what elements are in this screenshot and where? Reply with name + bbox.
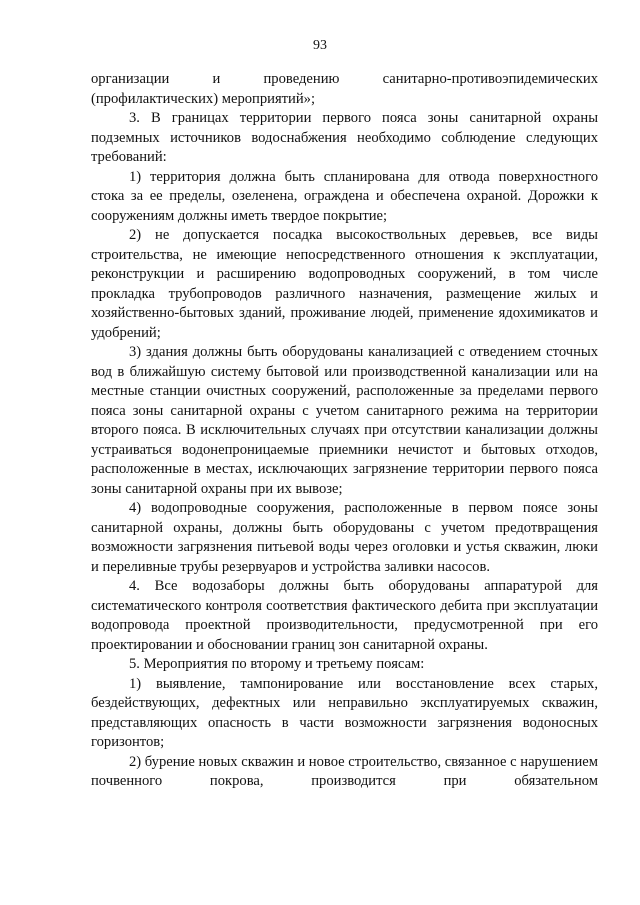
paragraph: 5. Мероприятия по второму и третьему поясам: — [129, 656, 425, 672]
paragraph: 4) водопроводные сооружения, расположенные в первом поясе зоны санитарной охраны, должны быть оборудованы с учетом предотвращения возможности загрязнения питьевой воды через оголовки и устья скважин, люки и переливные трубы резервуаров и устройства заливки насосов. — [91, 500, 598, 575]
paragraph: организации и проведению санитарно-противоэпидемических (профилактических) мероприятий»; — [91, 71, 598, 107]
body-text — [91, 70, 598, 792]
paragraph: 2) не допускается посадка высокоствольных деревьев, все виды строительства, не имеющие непосредственного отношения к эксплуатации, реконструкции и расширению водопроводных сооружений, в том числе прокладка трубопроводов различного назначения, размещение жилых и хозяйственно-бытовых зданий, проживание людей, применение ядохимикатов и удобрений; — [91, 227, 598, 341]
paragraph: 3) здания должны быть оборудованы канализацией с отведением сточных вод в ближайшую систему бытовой или производственной канализации или на местные станции очистных сооружений, расположенные за пределами первого пояса зоны санитарной охраны с учетом санитарного режима на территории второго пояса. В исключительных случаях при отсутствии канализации должны устраиваться водонепроницаемые приемники нечистот и бытовых отходов, расположенные в местах, исключающих загрязнение территории первого пояса зоны санитарной охраны при их вывозе; — [91, 344, 598, 497]
paragraph: 3. В границах территории первого пояса зоны санитарной охраны подземных источников водоснабжения необходимо соблюдение следующих требований: — [91, 110, 598, 165]
paragraph: 1) выявление, тампонирование или восстановление всех старых, бездействующих, дефектных или неправильно эксплуатируемых скважин, представляющих опасность в части возможности загрязнения водоносных горизонтов; — [91, 675, 598, 750]
paragraph: 4. Все водозаборы должны быть оборудованы аппаратурой для систематического контроля соответствия фактического дебита при эксплуатации водопровода проектной производительности, предусмотренной при его проектировании и обосновании границ зон санитарной охраны. — [91, 578, 598, 653]
paragraph: 2) бурение новых скважин и новое строительство, связанное с нарушением почвенного покрова, производится при обязательном — [91, 753, 598, 789]
paragraph: 1) территория должна быть спланирована для отвода поверхностного стока за ее пределы, озеленена, ограждена и обеспечена охраной. Дорожки к сооружениям должны иметь твердое покрытие; — [91, 168, 598, 224]
page-number: 93 — [313, 38, 327, 53]
